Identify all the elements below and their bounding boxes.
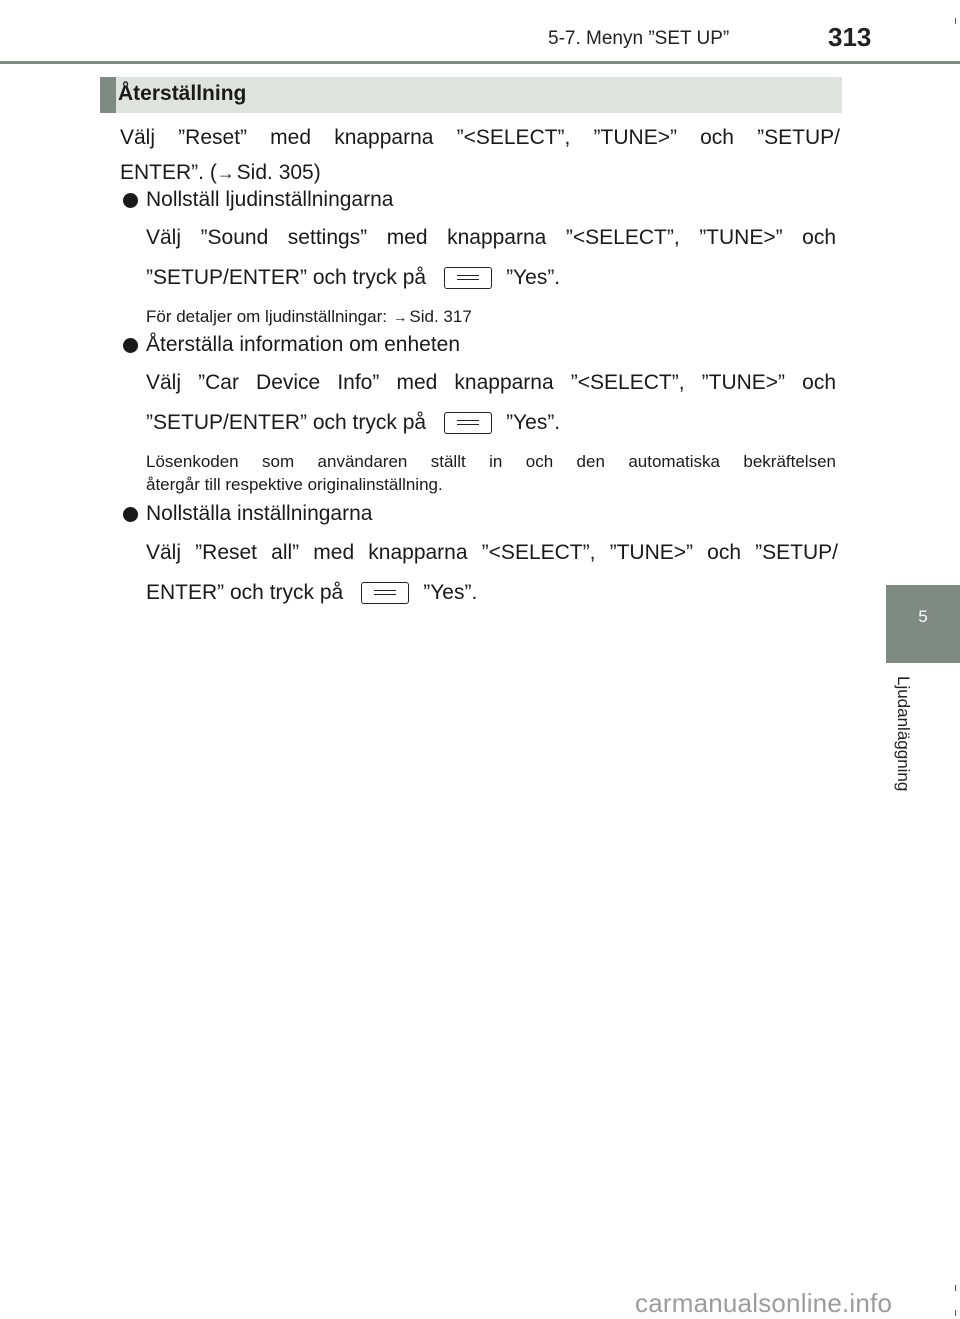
header-rule	[0, 61, 960, 64]
item-1-line-2-after: ”Yes”.	[506, 266, 561, 289]
watermark: carmanualsonline.info	[635, 1288, 893, 1318]
item-1-line-2	[146, 265, 560, 291]
intro-line-1: Välj ”Reset” med knapparna ”<SELECT”, ”TUNE>” och ”SETUP/	[120, 126, 840, 149]
item-3-line-2-before: ENTER” och tryck på	[146, 581, 344, 604]
item-1-line-2-before: ”SETUP/ENTER” och tryck på	[146, 266, 427, 289]
intro-page-ref[interactable]: Sid. 305)	[236, 161, 321, 184]
item-1-line-1: Välj ”Sound settings” med knapparna ”<SELECT”, ”TUNE>” och	[146, 226, 836, 249]
chapter-number: 5	[918, 607, 928, 626]
item-2-note-line-1: Lösenkoden som användaren ställt in och den automatiska bekräftelsen	[146, 452, 836, 471]
item-2-line-2	[146, 410, 560, 436]
item-2-line-2-before: ”SETUP/ENTER” och tryck på	[146, 411, 427, 434]
intro-line-2	[120, 160, 321, 186]
chapter-label: Ljudanläggning	[894, 676, 913, 792]
section-title-header: 5-7. Menyn ”SET UP”	[548, 28, 730, 49]
crop-mark	[955, 1285, 956, 1291]
section-heading	[100, 77, 842, 113]
item-2-title: Återställa information om enheten	[146, 333, 461, 356]
crop-mark	[955, 18, 956, 24]
page-number: 313	[828, 22, 872, 52]
intro-line-2-text: ENTER”. (	[120, 161, 217, 184]
chapter-tab[interactable]	[886, 585, 960, 663]
menu-key-icon	[444, 267, 492, 289]
item-2-note-line-2: återgår till respektive originalinställning.	[146, 475, 443, 494]
bullet-dot-icon	[123, 338, 138, 353]
item-3-line-2-after: ”Yes”.	[423, 581, 478, 604]
item-3-line-2	[146, 580, 477, 606]
item-1-title: Nollställ ljudinställningarna	[146, 188, 394, 211]
item-3-line-1: Välj ”Reset all” med knapparna ”<SELECT”, ”TUNE>” och ”SETUP/	[146, 541, 838, 564]
menu-key-icon	[444, 412, 492, 434]
crop-mark	[955, 1310, 956, 1316]
right-arrow-icon: →	[392, 310, 408, 326]
bullet-dot-icon	[123, 193, 138, 208]
right-arrow-icon: →	[216, 163, 235, 183]
item-2-line-2-after: ”Yes”.	[506, 411, 561, 434]
item-1-note-text: För detaljer om ljudinställningar:	[146, 307, 387, 326]
item-1-note	[146, 306, 472, 329]
bullet-dot-icon	[123, 507, 138, 522]
item-3-title: Nollställa inställningarna	[146, 502, 373, 525]
item-1-note-ref[interactable]: Sid. 317	[409, 307, 472, 326]
section-heading-text: Återställning	[118, 82, 247, 105]
item-2-line-1: Välj ”Car Device Info” med knapparna ”<SELECT”, ”TUNE>” och	[146, 371, 836, 394]
menu-key-icon	[361, 582, 409, 604]
